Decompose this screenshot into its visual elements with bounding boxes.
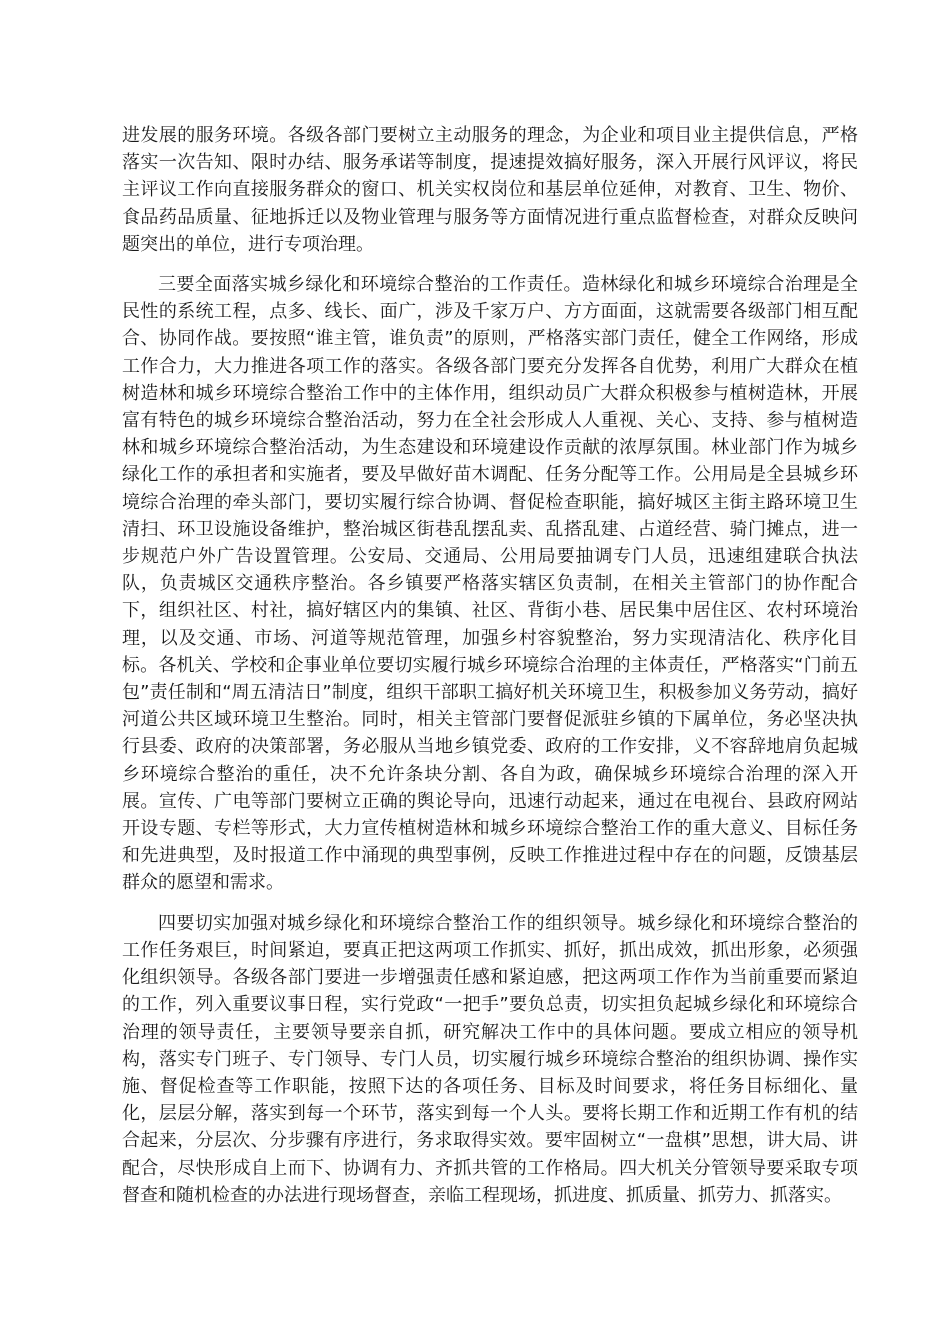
paragraph-continuation: 进发展的服务环境。各级各部门要树立主动服务的理念，为企业和项目业主提供信息，严格落实一次告知、限时办结、服务承诺等制度，提速提效搞好服务，深入开展行风评议，将民主评议工作向直接服务群众的窗口、机关实权岗位和基层单位延伸，对教育、卫生、物价、食品药品质量、征地拆迁以及物业管理与服务等方面情况进行重点监督检查，对群众反映问题突出的单位，进行专项治理。 <box>122 125 858 255</box>
paragraph-section-three: 三要全面落实城乡绿化和环境综合整治的工作责任。造林绿化和城乡环境综合治理是全民性的系统工程，点多、线长、面广，涉及千家万户、方方面面，这就需要各级部门相互配合、协同作战。要按照“谁主管，谁负责”的原则，严格落实部门责任，健全工作网络，形成工作合力，大力推进各项工作的落实。各级各部门要充分发挥各自优势，利用广大群众在植树造林和城乡环境综合整治工作中的主体作用，组织动员广大群众积极参与植树造林，开展富有特色的城乡环境综合整治活动，努力在全社会形成人人重视、关心、支持、参与植树造林和城乡环境综合整治活动，为生态建设和环境建设作贡献的浓厚氛围。林业部门作为城乡绿化工作的承担者和实施者，要及早做好苗木调配、任务分配等工作。公用局是全县城乡环境综合治理的牵头部门，要切实履行综合协调、督促检查职能，搞好城区主街主路环境卫生清扫、环卫设施设备维护，整治城区街巷乱摆乱卖、乱搭乱建、占道经营、骑门摊点，进一步规范户外广告设置管理。公安局、交通局、公用局要抽调专门人员，迅速组建联合执法队，负责城区交通秩序整治。各乡镇要严格落实辖区负责制，在相关主管部门的协作配合下，组织社区、村社，搞好辖区内的集镇、社区、背街小巷、居民集中居住区、农村环境治理，以及交通、市场、河道等规范管理，加强乡村容貌整治，努力实现清洁化、秩序化目标。各机关、学校和企事业单位要切实履行城乡环境综合治理的主体责任，严格落实“门前五包”责任制和“周五清洁日”制度，组织干部职工搞好机关环境卫生，积极参加义务劳动，搞好河道公共区域环境卫生整治。同时，相关主管部门要督促派驻乡镇的下属单位，务必坚决执行县委、政府的决策部署，务必服从当地乡镇党委、政府的工作安排，义不容辞地肩负起城乡环境综合整治的重任，决不允许条块分割、各自为政，确保城乡环境综合治理的深入开展。宣传、广电等部门要树立正确的舆论导向，迅速行动起来，通过在电视台、县政府网站开设专题、专栏等形式，大力宣传植树造林和城乡环境综合整治工作的重大意义、目标任务和先进典型，及时报道工作中涌现的典型事例，反映工作推进过程中存在的问题，反馈基层群众的愿望和需求。 <box>122 274 858 894</box>
document-page <box>122 122 858 1209</box>
paragraph-section-four: 四要切实加强对城乡绿化和环境综合整治工作的组织领导。城乡绿化和环境综合整治的工作任务艰巨，时间紧迫，要真正把这两项工作抓实、抓好，抓出成效，抓出形象，必须强化组织领导。各级各部门要进一步增强责任感和紧迫感，把这两项工作作为当前重要而紧迫的工作，列入重要议事日程，实行党政“一把手”要负总责，切实担负起城乡绿化和环境综合治理的领导责任，主要领导要亲自抓，研究解决工作中的具体问题。要成立相应的领导机构，落实专门班子、专门领导、专门人员，切实履行城乡环境综合整治的组织协调、操作实施、督促检查等工作职能，按照下达的各项任务、目标及时间要求，将任务目标细化、量化，层层分解，落实到每一个环节，落实到每一个人头。要将长期工作和近期工作有机的结合起来，分层次、分步骤有序进行，务求取得实效。要牢固树立“一盘棋”思想，讲大局、讲配合，尽快形成自上而下、协调有力、齐抓共管的工作格局。四大机关分管领导要采取专项督查和随机检查的办法进行现场督查，亲临工程现场，抓进度、抓质量、抓劳力、抓落实。 <box>122 912 858 1206</box>
